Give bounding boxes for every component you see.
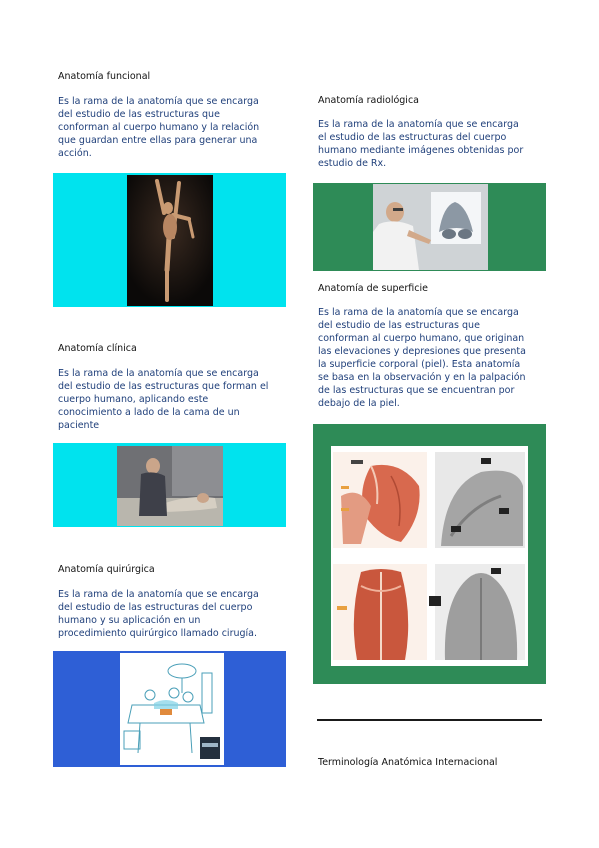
back-muscle-illustration — [333, 564, 427, 660]
radiology-photo — [373, 184, 488, 270]
dancer-photo — [127, 175, 213, 306]
figure-frame-quirurgica — [53, 651, 286, 767]
heading-anatomia-funcional: Anatomía funcional — [58, 71, 151, 82]
heading-anatomia-superficie: Anatomía de superficie — [318, 283, 428, 294]
heading-anatomia-radiologica: Anatomía radiológica — [318, 95, 419, 106]
text-anatomia-quirurgica: Es la rama de la anatomía que se encarga del estudio de las estructuras del cuerpo humano y su aplicación en un procedimiento quirúrgico llamado cirugía. — [58, 589, 259, 639]
text-anatomia-clinica: Es la rama de la anatomía que se encarga del estudio de las estructuras que forman el cuerpo humano, aplicando este conocimiento a lado de la cama de un paciente — [58, 368, 269, 431]
section-divider — [317, 719, 542, 721]
text-anatomia-funcional: Es la rama de la anatomía que se encarga del estudio de las estructuras que conforman al cuerpo humano y la relación que guardan entre ellas para generar una acción. — [58, 96, 260, 159]
heading-terminologia: Terminología Anatómica Internacional — [318, 757, 498, 768]
back-surface-photo — [429, 564, 525, 660]
figure-frame-radiologica — [313, 183, 546, 271]
heading-anatomia-clinica: Anatomía clínica — [58, 343, 137, 354]
figure-frame-clinica — [53, 443, 286, 527]
clinic-photo — [117, 446, 223, 526]
shoulder-muscle-illustration — [333, 452, 427, 548]
shoulder-surface-photo — [435, 452, 525, 548]
surface-anatomy-plates — [331, 446, 528, 666]
heading-anatomia-quirurgica: Anatomía quirúrgica — [58, 564, 155, 575]
figure-frame-funcional — [53, 173, 286, 307]
text-anatomia-superficie: Es la rama de la anatomía que se encarga del estudio de las estructuras que conforman al cuerpo humano, que originan las elevaciones y depresiones que presenta la superficie corporal (piel). Esta anatomía se basa en la observación y en la palpación de las estructuras que se encuentran por debajo de la piel. — [318, 307, 526, 409]
surgery-illustration — [120, 653, 224, 765]
figure-frame-superficie — [313, 424, 546, 684]
text-anatomia-radiologica: Es la rama de la anatomía que se encarga el estudio de las estructuras del cuerpo humano mediante imágenes obtenidas por estudio de Rx. — [318, 119, 524, 169]
